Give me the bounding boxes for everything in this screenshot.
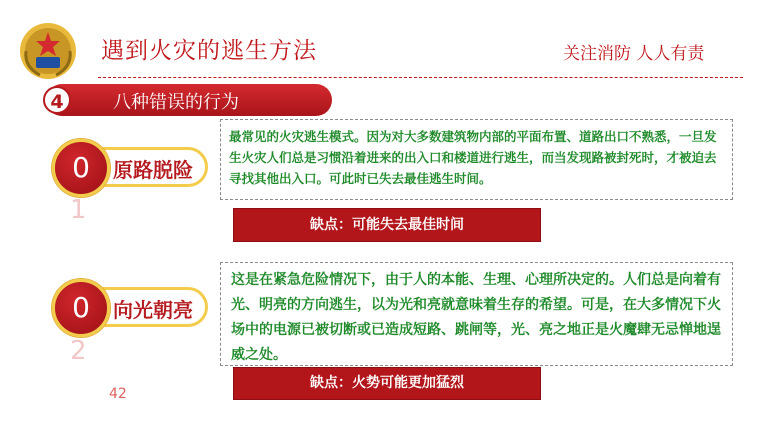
item-number-secondary: 1 bbox=[70, 195, 87, 225]
header-divider bbox=[98, 77, 743, 78]
flaw-banner: 缺点：可能失去最佳时间 bbox=[233, 208, 541, 242]
header-slogan: 关注消防 人人有责 bbox=[563, 44, 705, 64]
description-text: 这是在紧急危险情况下，由于人的本能、生理、心理所决定的。人们总是向着有光、明亮的方向逃生，以为光和亮就意味着生存的希望。可是，在大多情况下火场中的电源已被切断或已造成短路、跳闸等，光、亮之地正是火魔肆无忌惮地逞威之处。 bbox=[231, 272, 721, 363]
fire-rescue-emblem-icon bbox=[18, 21, 78, 81]
section-title: 八种错误的行为 bbox=[113, 92, 239, 113]
item-number-badge: 0 bbox=[52, 139, 110, 197]
item-number-secondary: 2 bbox=[70, 336, 87, 366]
page-number: 42 bbox=[109, 386, 127, 402]
item-number-badge: 0 bbox=[52, 279, 110, 337]
page-title: 遇到火灾的逃生方法 bbox=[101, 38, 317, 64]
description-box bbox=[220, 119, 733, 200]
description-box bbox=[220, 262, 733, 366]
item-label: 原路脱险 bbox=[113, 158, 193, 182]
section-number-badge: 4 bbox=[43, 86, 71, 114]
flaw-banner: 缺点：火势可能更加猛烈 bbox=[233, 367, 541, 400]
description-text: 最常见的火灾逃生模式。因为对大多数建筑物内部的平面布置、道路出口不熟悉，一旦发生火灾人们总是习惯沿着进来的出入口和楼道进行逃生，而当发现路被封死时，才被迫去寻找其他出入口。可此时已失去最佳逃生时间。 bbox=[229, 129, 717, 186]
item-label: 向光朝亮 bbox=[113, 298, 193, 322]
